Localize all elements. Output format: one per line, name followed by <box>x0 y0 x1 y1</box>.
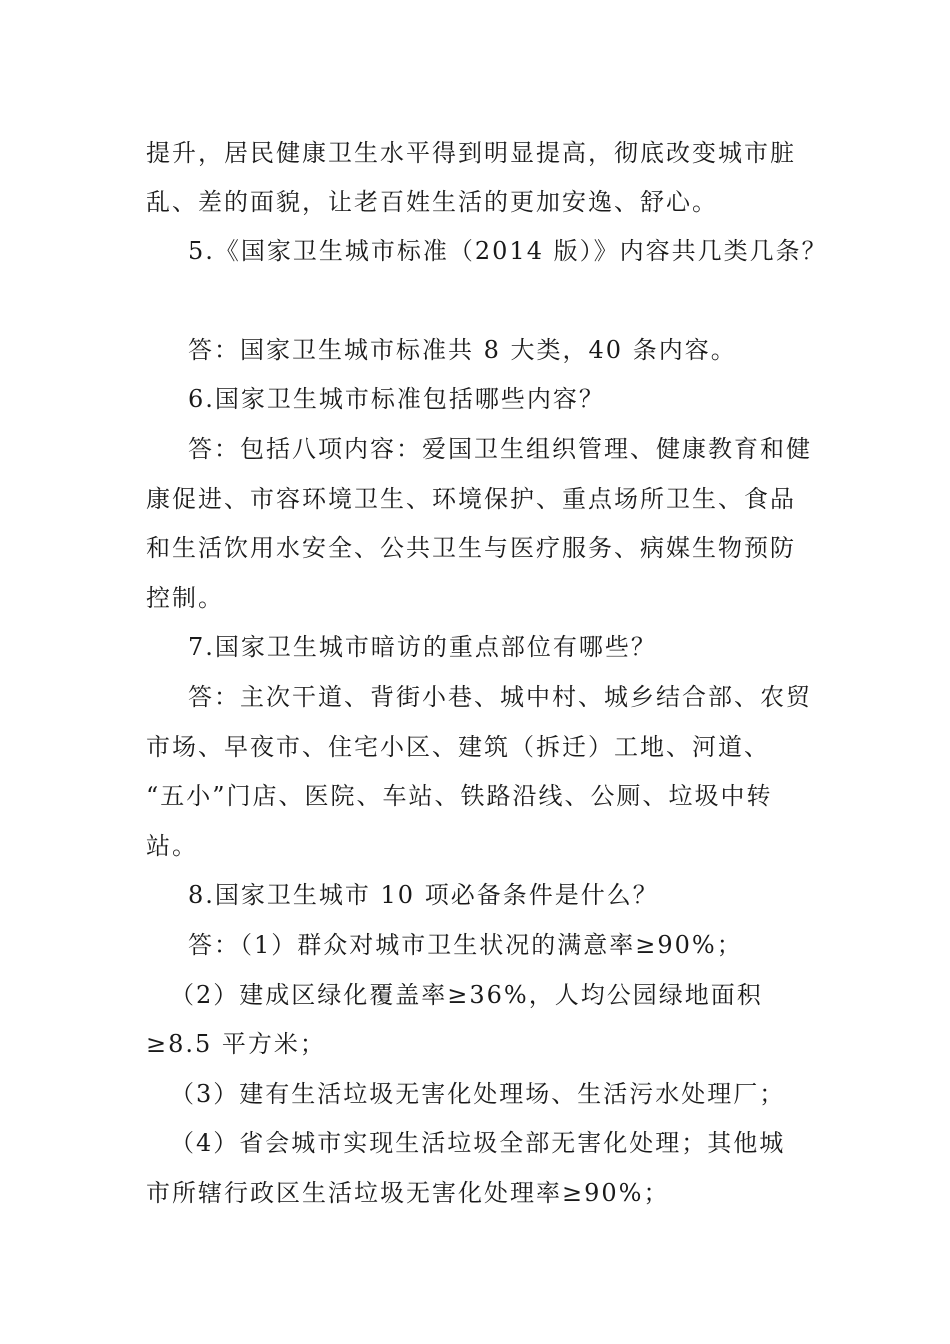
answer-8-line: （3）建有生活垃圾无害化处理场、生活污水处理厂； <box>170 1080 786 1108</box>
answer-8-line: 市所辖行政区生活垃圾无害化处理率≥90%； <box>146 1179 670 1207</box>
answer-8-line: （2）建成区绿化覆盖率≥36%，人均公园绿地面积 <box>170 981 763 1009</box>
answer-7-line: “五小”门店、医院、车站、铁路沿线、公厕、垃圾中转 <box>146 782 773 810</box>
question-8: 8.国家卫生城市 10 项必备条件是什么？ <box>188 881 659 909</box>
answer-7-line: 市场、早夜市、住宅小区、建筑（拆迁）工地、河道、 <box>146 733 770 761</box>
question-7: 7.国家卫生城市暗访的重点部位有哪些？ <box>188 633 657 661</box>
answer-8-line: ≥8.5 平方米； <box>146 1030 326 1058</box>
answer-8-line: （4）省会城市实现生活垃圾全部无害化处理；其他城 <box>170 1129 786 1157</box>
answer-6-line: 康促进、市容环境卫生、环境保护、重点场所卫生、食品 <box>146 485 796 513</box>
paragraph-line: 乱、差的面貌，让老百姓生活的更加安逸、舒心。 <box>146 188 718 216</box>
answer-6-line: 答：包括八项内容：爱国卫生组织管理、健康教育和健 <box>188 435 812 463</box>
answer-7-line: 答：主次干道、背街小巷、城中村、城乡结合部、农贸 <box>188 683 812 711</box>
question-5: 5.《国家卫生城市标准（2014 版）》内容共几类几条？ <box>188 237 828 265</box>
answer-6-line: 和生活饮用水安全、公共卫生与医疗服务、病媒生物预防 <box>146 534 796 562</box>
answer-7-line: 站。 <box>146 832 198 860</box>
paragraph-line: 提升，居民健康卫生水平得到明显提高，彻底改变城市脏 <box>146 139 796 167</box>
answer-8-line: 答：（1）群众对城市卫生状况的满意率≥90%； <box>188 931 743 959</box>
question-6: 6.国家卫生城市标准包括哪些内容？ <box>188 385 605 413</box>
answer-6-line: 控制。 <box>146 584 224 612</box>
answer-5: 答：国家卫生城市标准共 8 大类，40 条内容。 <box>188 336 737 364</box>
